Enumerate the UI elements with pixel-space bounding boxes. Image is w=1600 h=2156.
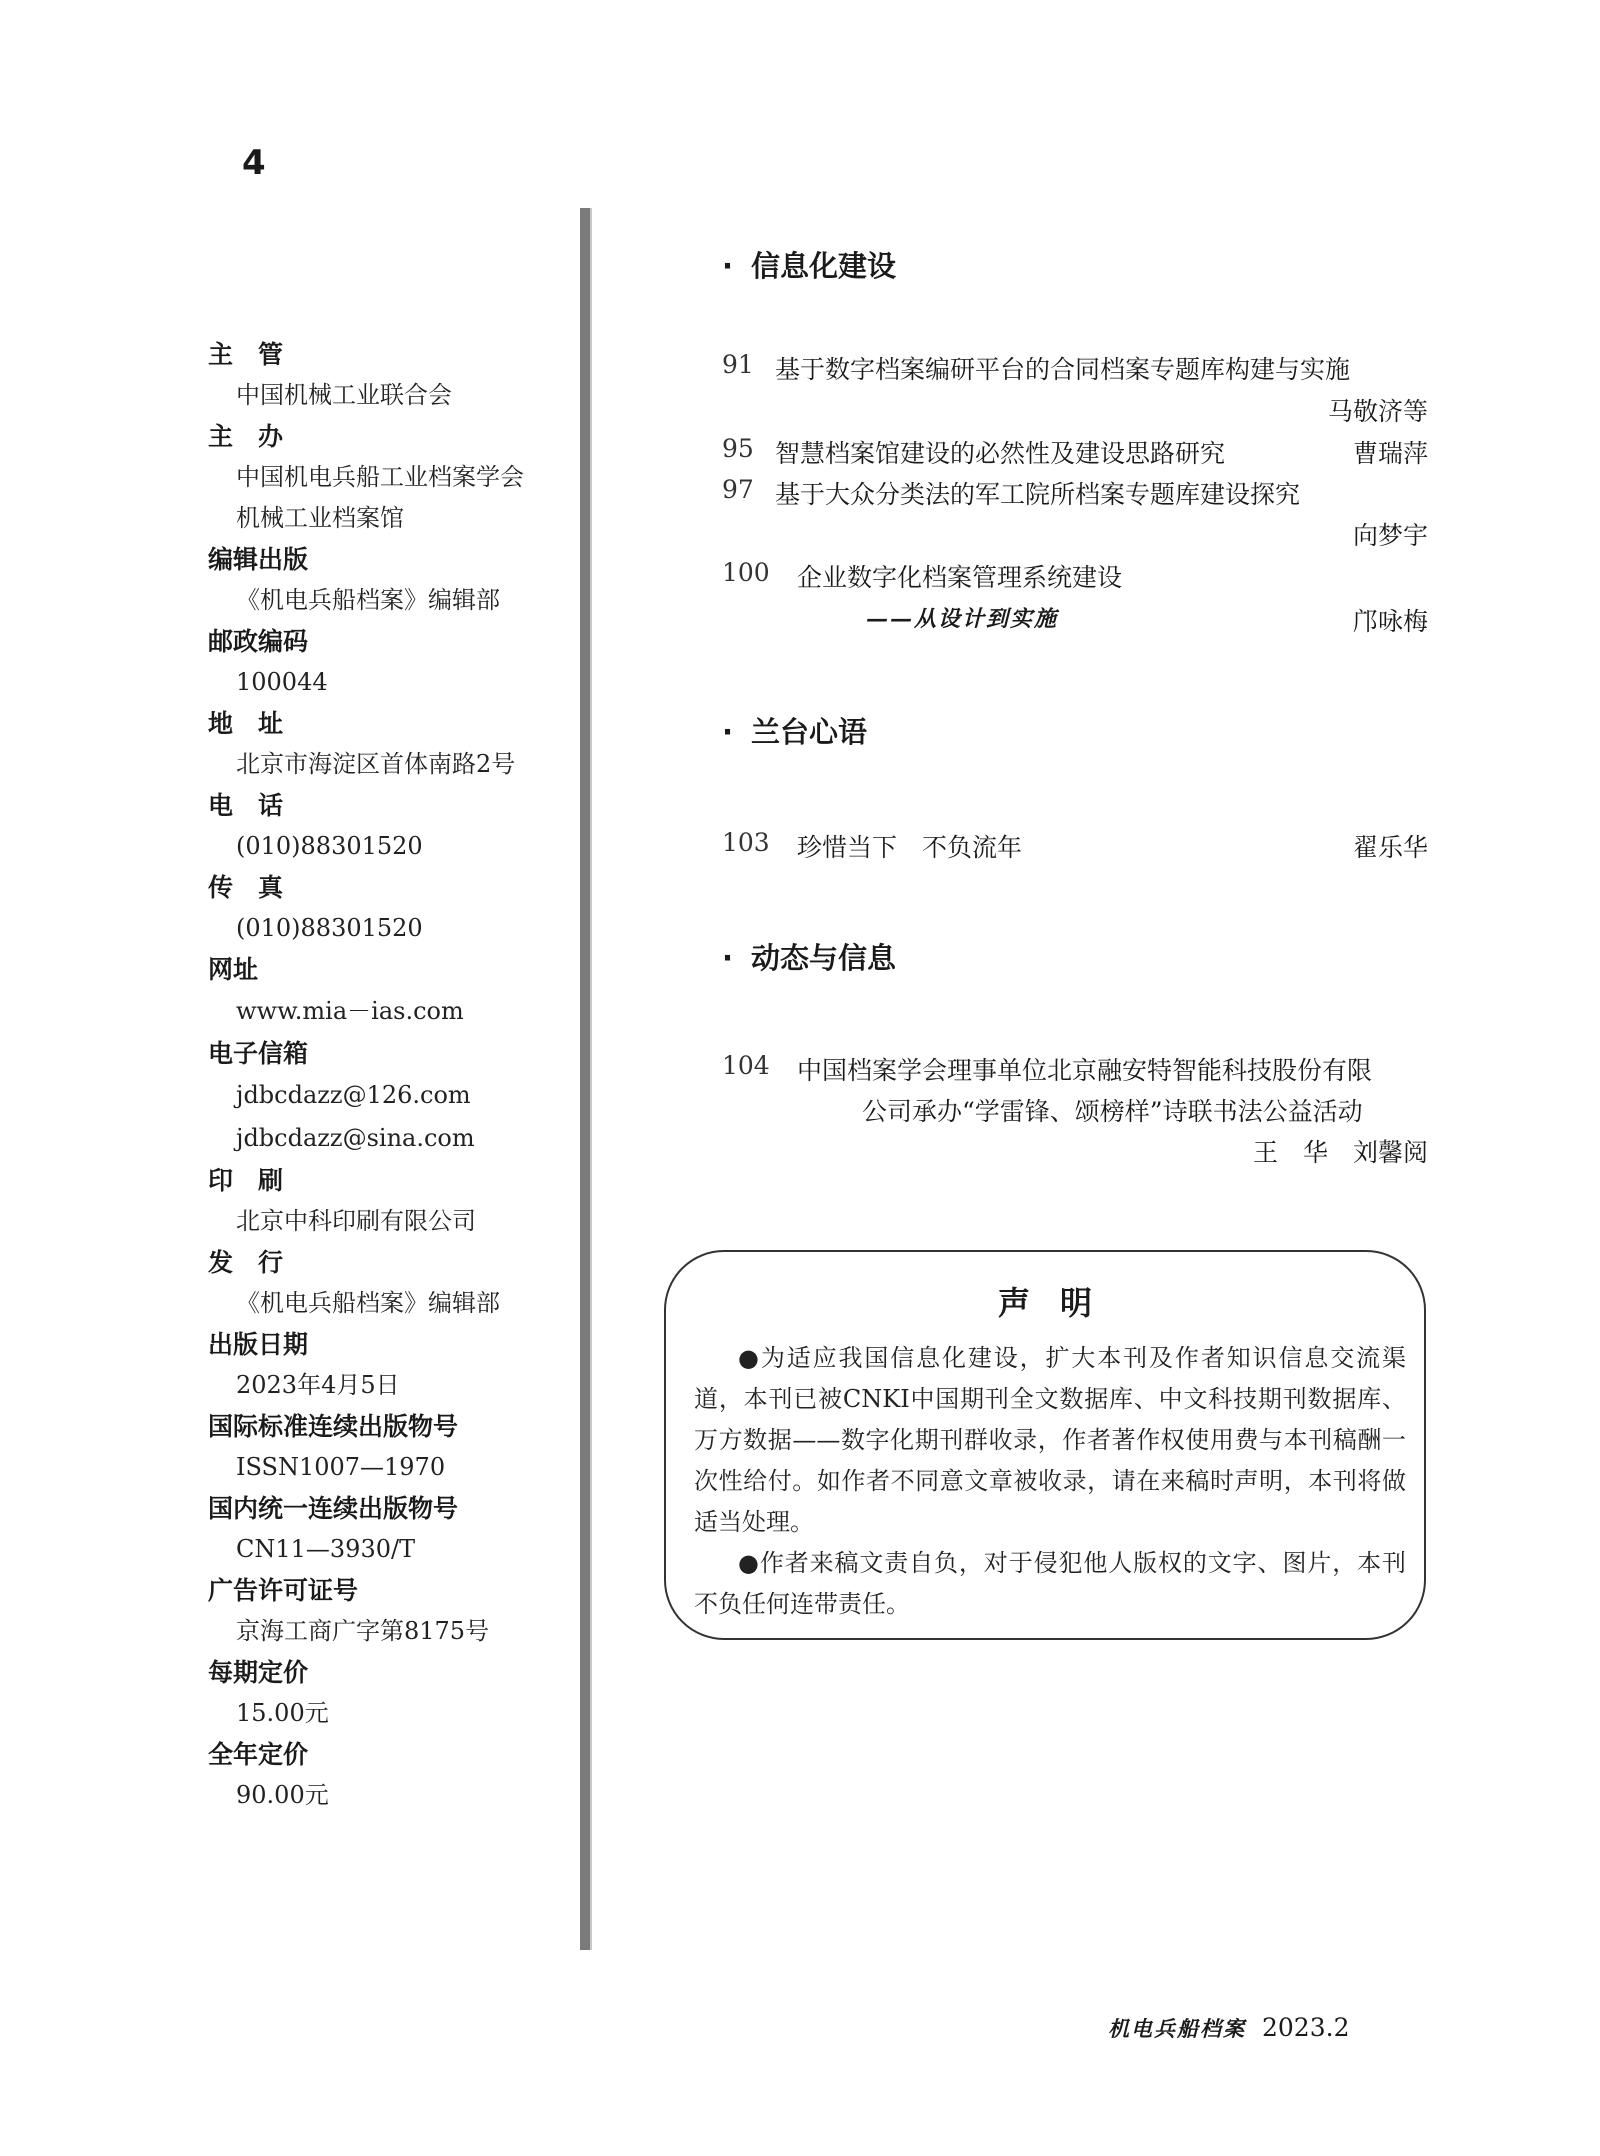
toc-entry[interactable] xyxy=(722,350,1428,430)
toc-title: 基于大众分类法的军工院所档案专题库建设探究 xyxy=(775,480,1301,509)
toc-title: 基于数字档案编研平台的合同档案专题库构建与实施 xyxy=(775,355,1351,384)
toc-title: 智慧档案馆建设的必然性及建设思路研究 xyxy=(775,439,1226,468)
section-bullet: · xyxy=(722,715,734,749)
toc-page-number: 100 xyxy=(722,558,770,587)
column-divider xyxy=(580,208,590,1950)
masthead-value: ISSN1007—1970 xyxy=(236,1453,446,1481)
masthead-label: 全年定价 xyxy=(208,1740,309,1769)
toc-title: 中国档案学会理事单位北京融安特智能科技股份有限 xyxy=(797,1056,1373,1085)
masthead-supervisor xyxy=(208,334,588,416)
masthead-label: 主 办 xyxy=(208,422,284,451)
masthead-ad-license xyxy=(208,1570,588,1652)
section-heading xyxy=(722,244,896,285)
section-bullet: · xyxy=(722,249,734,283)
masthead-label: 每期定价 xyxy=(208,1658,309,1687)
masthead-label: 国际标准连续出版物号 xyxy=(208,1412,459,1441)
masthead-value: CN11—3930/T xyxy=(236,1535,416,1563)
toc-author: 向梦宇 xyxy=(1352,521,1428,550)
masthead-value: (010)88301520 xyxy=(236,914,423,942)
footer-issue: 2023.2 xyxy=(1262,2013,1350,2042)
masthead-value: 15.00元 xyxy=(236,1699,329,1727)
section-heading xyxy=(722,936,896,977)
toc-author: 翟乐华 xyxy=(1352,833,1428,862)
toc-entry[interactable] xyxy=(722,1051,1428,1171)
masthead-address xyxy=(208,703,588,785)
toc-author: 邝咏梅 xyxy=(1352,607,1428,636)
page-number: 4 xyxy=(242,143,266,183)
toc-page-number: 104 xyxy=(722,1051,770,1080)
masthead-label: 印 刷 xyxy=(208,1166,284,1195)
section-title: 信息化建设 xyxy=(751,249,897,283)
masthead-phone xyxy=(208,785,588,867)
toc-author: 曹瑞萍 xyxy=(1352,439,1428,468)
notice-paragraph: ●为适应我国信息化建设，扩大本刊及作者知识信息交流渠道，本刊已被CNKI中国期刊全文数据库、中文科技期刊数据库、万方数据——数字化期刊群收录，作者著作权使用费与本刊稿酬一次性给付。如作者不同意文章被收录，请在来稿时声明，本刊将做适当处理。 xyxy=(694,1344,1406,1536)
section-title: 兰台心语 xyxy=(751,715,868,749)
notice-paragraph: ●作者来稿文责自负，对于侵犯他人版权的文字、图片，本刊不负任何连带责任。 xyxy=(694,1549,1406,1618)
footer-journal-name: 机电兵船档案 xyxy=(1108,2016,1246,2041)
masthead-value: www.mia－ias.com xyxy=(236,997,464,1025)
masthead-value: 中国机械工业联合会 xyxy=(236,381,452,409)
masthead-value: 北京中科印刷有限公司 xyxy=(236,1207,476,1235)
toc-page-number: 91 xyxy=(722,350,754,379)
masthead-issue-price xyxy=(208,1652,588,1734)
toc-subtitle: ——从设计到实施 xyxy=(866,606,1059,632)
masthead-label: 电 话 xyxy=(208,791,284,820)
toc-title: 珍惜当下 不负流年 xyxy=(797,833,1023,862)
toc-entry[interactable] xyxy=(722,558,1428,638)
toc-page-number: 95 xyxy=(722,434,754,463)
section-heading xyxy=(722,710,867,751)
masthead-value: 2023年4月5日 xyxy=(236,1371,400,1399)
toc-author: 马敬济等 xyxy=(1327,397,1428,426)
masthead-annual-price xyxy=(208,1734,588,1816)
section-title: 动态与信息 xyxy=(751,941,897,975)
masthead-email xyxy=(208,1033,588,1160)
masthead-label: 电子信箱 xyxy=(208,1039,309,1068)
masthead-value: jdbcdazz@sina.com xyxy=(236,1124,475,1152)
masthead-value: jdbcdazz@126.com xyxy=(236,1081,471,1109)
masthead-sponsor xyxy=(208,416,588,539)
masthead-issn xyxy=(208,1406,588,1488)
section-bullet: · xyxy=(722,941,734,975)
masthead-label: 国内统一连续出版物号 xyxy=(208,1494,459,1523)
notice-body xyxy=(694,1338,1406,1625)
masthead-label: 广告许可证号 xyxy=(208,1576,359,1605)
masthead-label: 编辑出版 xyxy=(208,545,309,574)
masthead-website xyxy=(208,949,588,1033)
masthead-label: 地 址 xyxy=(208,709,284,738)
masthead-cn xyxy=(208,1488,588,1570)
toc-entry[interactable] xyxy=(722,475,1428,555)
masthead-printer xyxy=(208,1160,588,1242)
masthead-postcode xyxy=(208,621,588,703)
masthead-value: 中国机电兵船工业档案学会 xyxy=(236,463,524,491)
masthead xyxy=(208,334,588,1816)
column-divider-shade xyxy=(590,208,592,1950)
notice-box xyxy=(664,1250,1426,1640)
masthead-value: 100044 xyxy=(236,668,328,696)
masthead-pub-date xyxy=(208,1324,588,1406)
masthead-editor xyxy=(208,539,588,621)
masthead-label: 网址 xyxy=(208,955,259,984)
toc-entry[interactable] xyxy=(722,828,1428,868)
masthead-value: 90.00元 xyxy=(236,1781,329,1809)
toc-page-number: 97 xyxy=(722,475,754,504)
toc-author: 王 华 刘馨阅 xyxy=(1252,1138,1428,1167)
masthead-label: 传 真 xyxy=(208,873,284,902)
masthead-label: 邮政编码 xyxy=(208,627,309,656)
toc-title-continued: 公司承办“学雷锋、颂榜样”诗联书法公益活动 xyxy=(862,1097,1363,1126)
toc-entry[interactable] xyxy=(722,434,1428,474)
page-footer xyxy=(1108,2013,1349,2043)
masthead-value: 北京市海淀区首体南路2号 xyxy=(236,750,516,778)
masthead-value: 京海工商广字第8175号 xyxy=(236,1617,490,1645)
toc-title: 企业数字化档案管理系统建设 xyxy=(797,563,1123,592)
masthead-fax xyxy=(208,867,588,949)
notice-title: 声明 xyxy=(997,1284,1122,1322)
masthead-distributor xyxy=(208,1242,588,1324)
masthead-label: 主 管 xyxy=(208,340,284,369)
toc-page-number: 103 xyxy=(722,828,770,857)
masthead-value: (010)88301520 xyxy=(236,832,423,860)
masthead-label: 发 行 xyxy=(208,1248,284,1277)
masthead-value: 机械工业档案馆 xyxy=(236,504,404,532)
masthead-label: 出版日期 xyxy=(208,1330,309,1359)
masthead-value: 《机电兵船档案》编辑部 xyxy=(236,1289,500,1317)
masthead-value: 《机电兵船档案》编辑部 xyxy=(236,586,500,614)
